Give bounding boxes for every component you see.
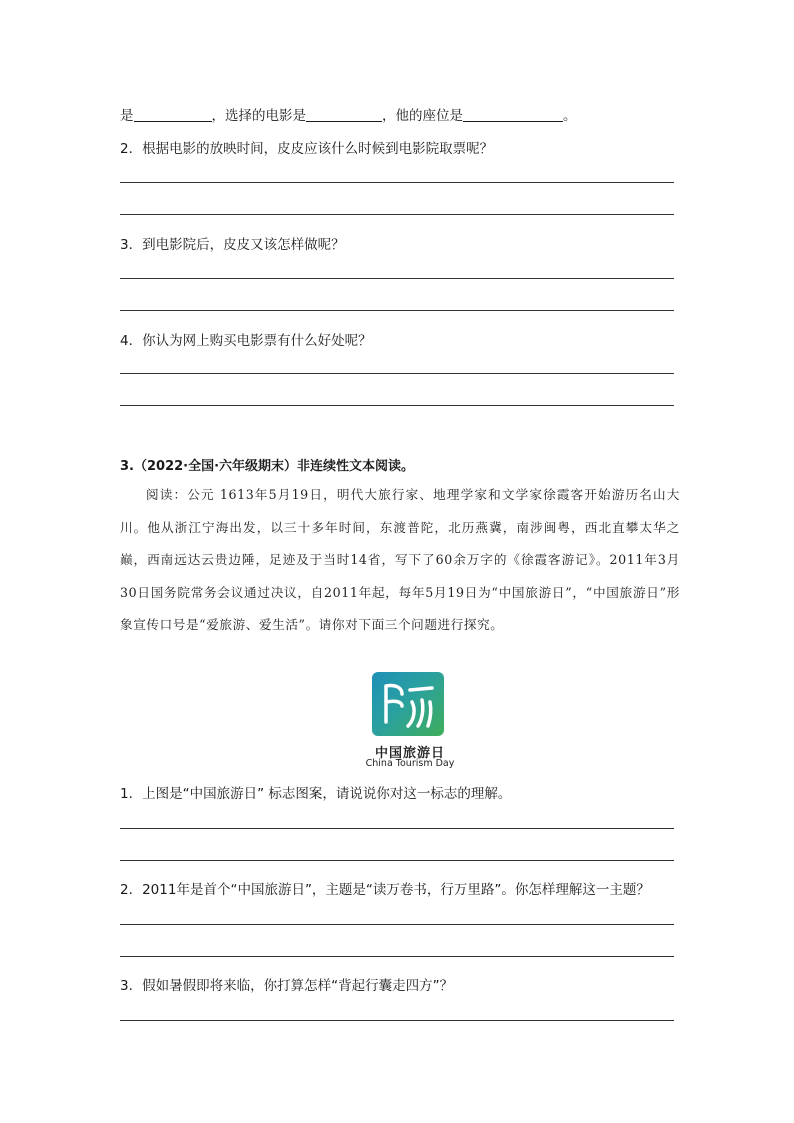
blank-field-3[interactable]: [463, 107, 563, 122]
answer-line[interactable]: [120, 278, 674, 279]
answer-line[interactable]: [120, 405, 674, 406]
answer-line[interactable]: [120, 956, 674, 957]
fill-in-sentence: [120, 104, 577, 124]
answer-line[interactable]: [120, 924, 674, 925]
question-text: 2．根据电影的放映时间，皮皮应该什么时候到电影院取票呢？: [120, 141, 494, 157]
passage-text: 阅读：公元 1613年5月19日，明代大旅行家、地理学家和文学家徐霞客开始游历名山大川。他从浙江宁海出发，以三十多年时间，东渡普陀，北历燕冀，南涉闽粤，西北直攀太华之巅，西南远达云贵边陲，足迹及于当时14省，写下了60余万字的《徐霞客游记》。2011年3月30日国务院常务会议通过决议，自2011年起，每年5月19日为“中国旅游日”，“中国旅游日”形象宣传口号是“爱旅游、爱生活”。请你对下面三个问题进行探究。: [120, 487, 680, 632]
logo-english-title: China Tourism Day: [365, 758, 455, 769]
logo-emblem: [372, 672, 444, 736]
china-tourism-day-logo: [350, 670, 470, 770]
fill-suffix: 。: [563, 108, 577, 124]
answer-line[interactable]: [120, 828, 674, 829]
answer-line[interactable]: [120, 860, 674, 861]
answer-line[interactable]: [120, 214, 674, 215]
answer-line[interactable]: [120, 310, 674, 311]
blank-field-2[interactable]: [306, 107, 382, 122]
blank-field-1[interactable]: [134, 107, 212, 122]
logo-chinese-title: 中国旅游日: [374, 746, 445, 761]
reading-passage: [120, 479, 680, 642]
answer-line[interactable]: [120, 182, 674, 183]
answer-line[interactable]: [120, 1020, 674, 1021]
question-text: 2．2011年是首个“中国旅游日”，主题是“读万卷书，行万里路”。你怎样理解这一主题？: [120, 882, 650, 898]
fill-mid-1: ，选择的电影是: [211, 108, 306, 124]
fill-prefix: 是: [120, 108, 134, 124]
fill-mid-2: ，他的座位是: [382, 108, 463, 124]
question-text: 1．上图是“中国旅游日” 标志图案，请说说你对这一标志的理解。: [120, 786, 512, 802]
question-text: 4．你认为网上购买电影票有什么好处呢？: [120, 333, 372, 349]
section-heading: 3.（2022·全国·六年级期末）非连续性文本阅读。: [120, 459, 415, 474]
answer-line[interactable]: [120, 373, 674, 374]
question-text: 3．假如暑假即将来临，你打算怎样“背起行囊走四方”？: [120, 978, 454, 994]
question-text: 3．到电影院后，皮皮又该怎样做呢？: [120, 237, 345, 253]
logo-glyph-icon: [372, 672, 444, 736]
